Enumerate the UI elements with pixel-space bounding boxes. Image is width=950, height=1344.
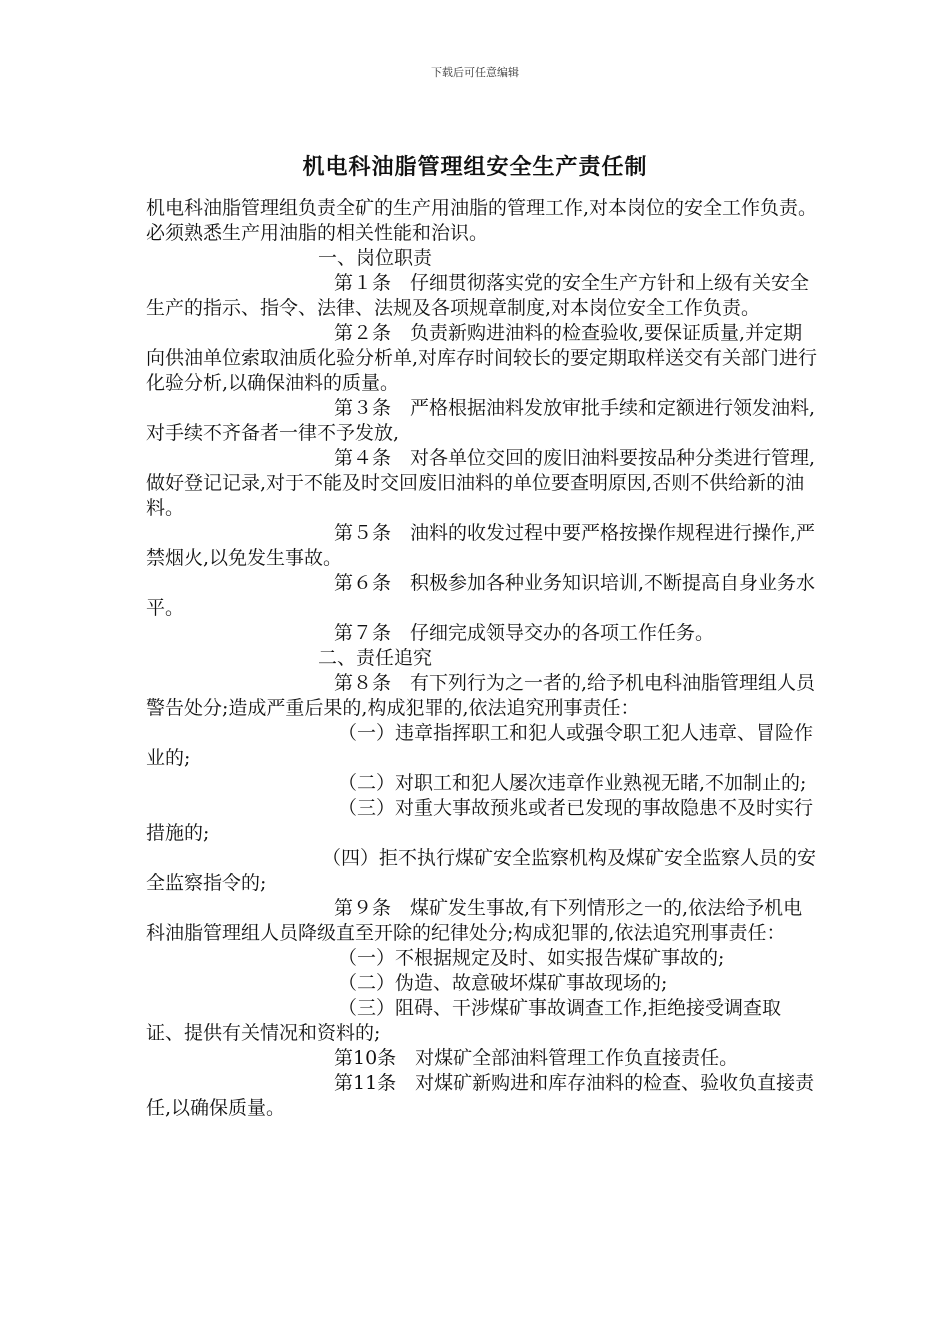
article-8-item-4: （四）拒不执行煤矿安全监察机构及煤矿安全监察人员的安全监察指令的;	[146, 847, 817, 894]
article-8: 第８条 有下列行为之一者的,给予机电科油脂管理组人员警告处分;造成严重后果的,构成犯罪的,依法追究刑事责任：	[146, 672, 816, 719]
section-heading-duties: 一、岗位职责	[318, 247, 433, 269]
article-8-item-3: （三）对重大事故预兆或者已发现的事故隐患不及时实行措施的;	[146, 797, 814, 844]
article-11: 第11条 对煤矿新购进和库存油料的检查、验收负直接责任,以确保质量。	[146, 1072, 815, 1119]
article-5: 第５条 油料的收发过程中要严格按操作规程进行操作,严禁烟火,以免发生事故。	[146, 522, 816, 569]
article-8-item-2: （二）对职工和犯人屡次违章作业熟视无睹,不加制止的;	[338, 772, 807, 794]
article-8-item-1: （一）违章指挥职工和犯人或强令职工犯人违章、冒险作业的;	[146, 722, 814, 769]
article-3: 第３条 严格根据油料发放审批手续和定额进行领发油料,对手续不齐备者一律不予发放,	[146, 397, 816, 444]
article-1: 第１条 仔细贯彻落实党的安全生产方针和上级有关安全生产的指示、指令、法律、法规及各项规章制度,对本岗位安全工作负责。	[146, 272, 810, 319]
article-9-item-1: （一）不根据规定及时、如实报告煤矿事故的;	[338, 947, 725, 969]
article-9-item-2: （二）伪造、故意破坏煤矿事故现场的;	[338, 972, 668, 994]
article-9-item-3: （三）阻碍、干涉煤矿事故调查工作,拒绝接受调查取证、提供有关情况和资料的;	[146, 997, 782, 1044]
article-2: 第２条 负责新购进油料的检查验收,要保证质量,并定期向供油单位索取油质化验分析单,对库存时间较长的要定期取样送交有关部门进行化验分析,以确保油料的质量。	[146, 322, 818, 394]
section-heading-accountability: 二、责任追究	[318, 647, 433, 669]
article-7: 第７条 仔细完成领导交办的各项工作任务。	[334, 622, 715, 644]
article-6: 第６条 积极参加各种业务知识培训,不断提高自身业务水平。	[146, 572, 816, 619]
article-10: 第10条 对煤矿全部油料管理工作负直接责任。	[334, 1047, 739, 1069]
article-4: 第４条 对各单位交回的废旧油料要按品种分类进行管理,做好登记记录,对于不能及时交回废旧油料的单位要查明原因,否则不供给新的油料。	[146, 447, 816, 519]
header-note: 下载后可任意编辑	[431, 66, 519, 79]
intro-paragraph: 机电科油脂管理组负责全矿的生产用油脂的管理工作,对本岗位的安全工作负责。必须熟悉生产用油脂的相关性能和治识。	[146, 197, 818, 244]
document-body	[146, 196, 818, 1121]
document-title: 机电科油脂管理组安全生产责任制	[302, 155, 648, 180]
article-9: 第９条 煤矿发生事故,有下列情形之一的,依法给予机电科油脂管理组人员降级直至开除的纪律处分;构成犯罪的,依法追究刑事责任：	[146, 897, 803, 944]
